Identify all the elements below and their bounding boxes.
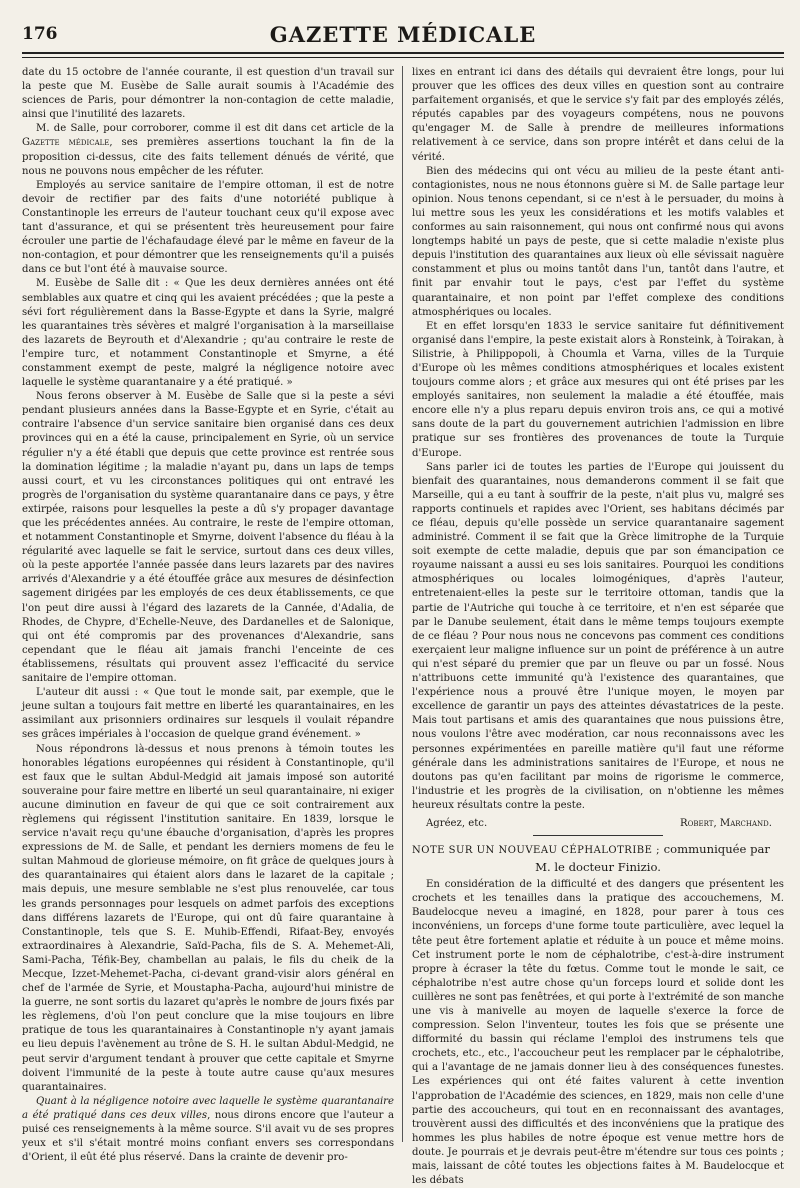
closing-salutation: Agréez, etc. <box>426 817 488 829</box>
paragraph: lixes en entrant ici dans des détails qui devraient être longs, pour lui prouver que les offices des deux villes en question sont au contraire parfaitement organisés, et que le service s'y fait par des employés zélés, réputés capables par des voyageurs compétens, nous ne pouvons qu'engager M. de Salle à prendre de meilleures informations relativement à ce service, dans son propre intérêt et dans celui de la vérité. <box>412 67 784 163</box>
paragraph: Sans parler ici de toutes les parties de l'Europe qui jouissent du bienfait des quarantaines, nous demanderons comment il se fait que Marseille, qui a eu tant à souffrir de la peste, n'ait plus vu, malgré ses rapports continuels et rapides avec l'Orient, ses habitans décimés par ce fléau, depuis qu'elle possède un service quarantanaire sagement administré. Comment il se fait que la Grèce limitrophe de la Turquie soit exempte de cette maladie, depuis que par son émancipation ce royaume naissant a aussi eu ses lois sanitaires. Pourquoi les conditions atmosphériques ou locales loimogéniques, d'après l'auteur, entretenaient-elles la peste sur le territoire ottoman, tandis que la partie de l'Autriche qui touche à ce territoire, et n'en est séparée que par le Danube seulement, était dans le même temps toujours exempte de ce fléau ? Pour nous nous ne concevons pas comment ces conditions exerçaient leur maligne influence sur un point de préférence à un autre qui n'est séparé du premier que par un fleuve ou par un fossé. Nous n'attribuons cette immunité qu'à l'existence des quarantaines, que l'expérience nous a prouvé être l'unique moyen, le moyen par excellence de garantir un pays des atteintes dévastatrices de la peste. Mais tout partisans et amis des quarantaines que nous puissions être, nous voulons l'être avec modération, car nous reconnaissons avec les personnes expérimentées en pareille matière qu'il faut une réforme générale dans les administrations sanitaires de l'Europe, et nous ne doutons pas qu'en facilitant par moins de rigorisme le commerce, l'industrie et les progrès de la civilisation, on n'obtienne les mêmes heureux résultats contre la peste. <box>412 461 784 811</box>
journal-title: GAZETTE MÉDICALE <box>269 22 537 47</box>
signatories: Robert, Marchand. <box>680 817 772 829</box>
gazette-name: Gazette médicale <box>22 137 110 149</box>
paragraph: date du 15 octobre de l'année courante, il est question d'un travail sur la peste que M. Eusèbe de Salle aurait soumis à l'Académie des sciences de Paris, pour démontrer la non-contagion de cette maladie, ainsi que l'inutilité des lazarets. <box>22 67 394 121</box>
header-rule <box>22 52 784 54</box>
paragraph: Nous répondrons là-dessus et nous prenons à témoin toutes les honorables légations européennes qui résident à Constantinople, qu'il est faux que le sultan Abdul-Medgid ait jamais imposé son autorité souveraine pour faire mettre en liberté un seul quarantainaire, ni exiger aucune diminution en faveur de qui que ce soit contrairement aux règlemens qui régissent l'institution sanitaire. En 1839, lorsque le service n'avait reçu qu'une ébauche d'organisation, d'après les propres expressions de M. de Salle, et pendant les derniers momens de feu le sultan Mahmoud de glorieuse mémoire, on fit grâce de quelques jours à des quarantainaires qui étaient alors dans le lazaret de la capitale ; mais depuis, une mesure semblable ne s'est plus renouvelée, car tous les grands personnages pour lesquels on admet parfois des exceptions dans différens lazarets de l'Europe, qui ont dû faire quarantaine à Constantinople, tels que S. E. Muhib-Effendi, Rifaat-Bey, envoyés extraordinaires à Alexandrie, Saïd-Pacha, fils de S. A. Mehemet-Ali, Sami-Pacha, Téfik-Bey, chambellan au palais, le fils du cheik de la Mecque, Izzet-Mehemet-Pacha, ci-devant grand-visir alors général en chef de l'armée de Syrie, et Moustapha-Pacha, aujourd'hui ministre de la guerre, ne sont sortis du lazaret qu'après le nombre de jours fixés par les règlemens, d'où l'on peut conclure que la mise toujours en libre pratique de tous les quarantainaires à Constantinople n'y ayant jamais eu lieu depuis l'avènement au trône de S. H. le sultan Abdul-Medgid, ne peut servir d'argument tendant à prouver que cette capitale et Smyrne doivent l'immunité de la peste à toute autre cause qu'aux mesures quarantainaires. <box>22 743 394 1093</box>
left-column <box>22 66 395 1164</box>
paragraph: M. de Salle, pour corroborer, comme il est dit dans cet article de la Gazette médicale, ses premières assertions touchant la fin de la proposition ci-dessus, cite des faits tellement dénués de vérité, que nous ne pouvons nous empêcher de les réfuter. <box>22 123 394 177</box>
paragraph: Bien des médecins qui ont vécu au milieu de la peste étant anti-contagionistes, nous ne nous étonnons guère si M. de Salle partage leur opinion. Nous tenons cependant, si ce n'est à le persuader, du moins à lui mettre sous les yeux les considérations et les motifs valables et conformes au sain raisonnement, qui nous ont confirmé nous qui avons longtemps habité un pays de peste, que si cette maladie n'existe plus depuis l'institution des quarantaines aux lieux où elle sévissait naguère constamment et plus ou moins tantôt dans l'un, tantôt dans l'autre, et finit par envahir tout le pays, c'est par l'effet du système quarantainaire, et non point par l'effet complexe des conditions atmosphériques ou locales. <box>412 165 784 318</box>
right-column <box>412 66 784 1187</box>
letter-signature <box>412 817 784 831</box>
page-number: 176 <box>22 24 58 44</box>
paragraph: M. Eusèbe de Salle dit : « Que les deux dernières années ont été semblables aux quatre et cinq qui les avaient précédées ; que la peste a sévi fort régulièrement dans la Basse-Egypte et dans la Syrie, malgré les quarantaines très sévères et malgré l'organisation à la marseillaise des lazarets de Beyrouth et d'Alexandrie ; qu'au contraire le reste de l'empire turc, et notamment Constantinople et Smyrne, a été constamment exempt de peste, malgré la négligence notoire avec laquelle le système quarantanaire y a été pratiqué. » <box>22 278 394 389</box>
paragraph: En considération de la difficulté et des dangers que présentent les crochets et les tenailles dans la pratique des accouchemens, M. Baudelocque neveu a imaginé, en 1828, pour parer à tous ces inconvéniens, un forceps d'une forme toute particulière, avec lequel la tête peut être fortement aplatie et réduite à un pouce et même moins. Cet instrument porte le nom de céphalotribe, c'est-à-dire instrument propre à écraser la tête du fœtus. Comme tout le monde le sait, ce céphalotribe n'est autre chose qu'un forceps lourd et solide dont les cuillères ne sont pas fenêtrées, et qui porte à l'extrémité de son manche une vis à manivelle au moyen de laquelle s'exerce la force de compression. Selon l'inventeur, toutes les fois que se présente une difformité du bassin qui réclame l'emploi des instrumens tels que crochets, etc., etc., l'accoucheur peut les remplacer par le céphalotribe, qui a l'avantage de ne jamais donner lieu à des conséquences funestes. Les expériences qui ont été faites valurent à cette invention l'approbation de l'Académie des sciences, en 1829, mais non celle d'une partie des accoucheurs, qui tout en en reconnaissant des avantages, trouvèrent aussi des difficultés et des inconvéniens que la pratique des hommes les plus habiles de notre époque est venue mettre hors de doute. Je pourrais et je devrais peut-être m'étendre sur tous ces points ; mais, laissant de côté toutes les objections faites à M. Baudelocque et les débats <box>412 879 784 1187</box>
paragraph: Nous ferons observer à M. Eusèbe de Salle que si la peste a sévi pendant plusieurs années dans la Basse-Egypte et en Syrie, c'était au contraire l'absence d'un service sanitaire bien organisé dans ces deux provinces qui en a été la cause, principalement en Syrie, où un service régulier n'y a été établi que depuis que cette province est rentrée sous la domination légitime ; la maladie n'ayant pu, dans un laps de temps aussi court, et vu les circonstances politiques qui ont entravé les progrès de l'organisation du système quarantanaire dans ce pays, y être extirpée, raisons pour lesquelles la peste a dû s'y propager davantage que les précédentes années. Au contraire, le reste de l'empire ottoman, et notamment Constantinople et Smyrne, doivent l'absence du fléau à la régularité avec laquelle se fait le service, surtout dans ces deux villes, où la peste apportée l'année passée dans leurs lazarets par des navires arrivés d'Alexandrie y a été étouffée grâce aux mesures de désinfection sagement dirigées par les employés de ces deux établissements, ce que l'on peut dire aussi à l'égard des lazarets de la Cannée, d'Adalia, de Rhodes, de Chypre, d'Echelle-Neuve, des Dardanelles et de Salonique, qui ont été compromis par des provenances d'Alexandrie, sans cependant que le fléau ait jamais franchi l'enceinte de ces établissemens, résultats qui prouvent assez l'efficacité du service sanitaire de l'empire ottoman. <box>22 391 394 685</box>
paragraph: Employés au service sanitaire de l'empire ottoman, il est de notre devoir de rectifier par des faits d'une notoriété publique à Constantinople les erreurs de l'auteur touchant ceux qu'il expose avec tant d'assurance, et qui se présentent très heureusement pour faire écrouler une partie de l'échafaudage élevé par le même en faveur de la non-contagion, et pour démontrer que les renseignements qu'il a puisés dans ce but l'ont été à mauvaise source. <box>22 179 394 276</box>
paragraph: Quant à la négligence notoire avec laquelle le système quarantanaire a été pratiqué dans ces deux villes, nous dirons encore que l'auteur a puisé ces renseignements à la même source. S'il avait vu de ses propres yeux et s'il s'était montré moins confiant envers ses correspondans d'Orient, il eût été plus réservé. Dans la crainte de devenir pro- <box>22 1095 395 1164</box>
article-title: NOTE SUR UN NOUVEAU CÉPHALOTRIBE ; communiquée par <box>412 842 770 857</box>
paragraph: Et en effet lorsqu'en 1833 le service sanitaire fut définitivement organisé dans l'empire, la peste existait alors à Ronsteink, à Toirakan, à Silistrie, à Philippopoli, à Choumla et Varna, villes de la Turquie d'Europe où les mêmes conditions atmosphériques et locales existent toujours comme alors ; et grâce aux mesures qui ont été prises par les employés sanitaires, non seulement la maladie a été étouffée, mais encore elle n'y a plus reparu depuis environ trois ans, ce qui a motivé sans doute de la part du gouvernement autrichien l'admission en libre pratique sur ses frontières des provenances de toute la Turquie d'Europe. <box>412 320 784 459</box>
column-divider <box>402 66 403 1142</box>
italic-quote: Quant à la négligence notoire avec laquelle le système quarantanaire a été pratiqué dans ces deux villes <box>22 1095 394 1121</box>
page-header <box>22 18 784 56</box>
header-rule-thin <box>22 57 784 58</box>
article-byline: M. le docteur Finizio. <box>535 860 661 875</box>
section-divider <box>533 835 663 836</box>
paragraph: L'auteur dit aussi : « Que tout le monde sait, par exemple, que le jeune sultan a toujours fait mettre en liberté les quarantainaires, en les assimilant aux prisonniers ordinaires sur lesquels il voulait répandre ses grâces impériales à l'occasion de quelque grand événement. » <box>22 687 394 741</box>
